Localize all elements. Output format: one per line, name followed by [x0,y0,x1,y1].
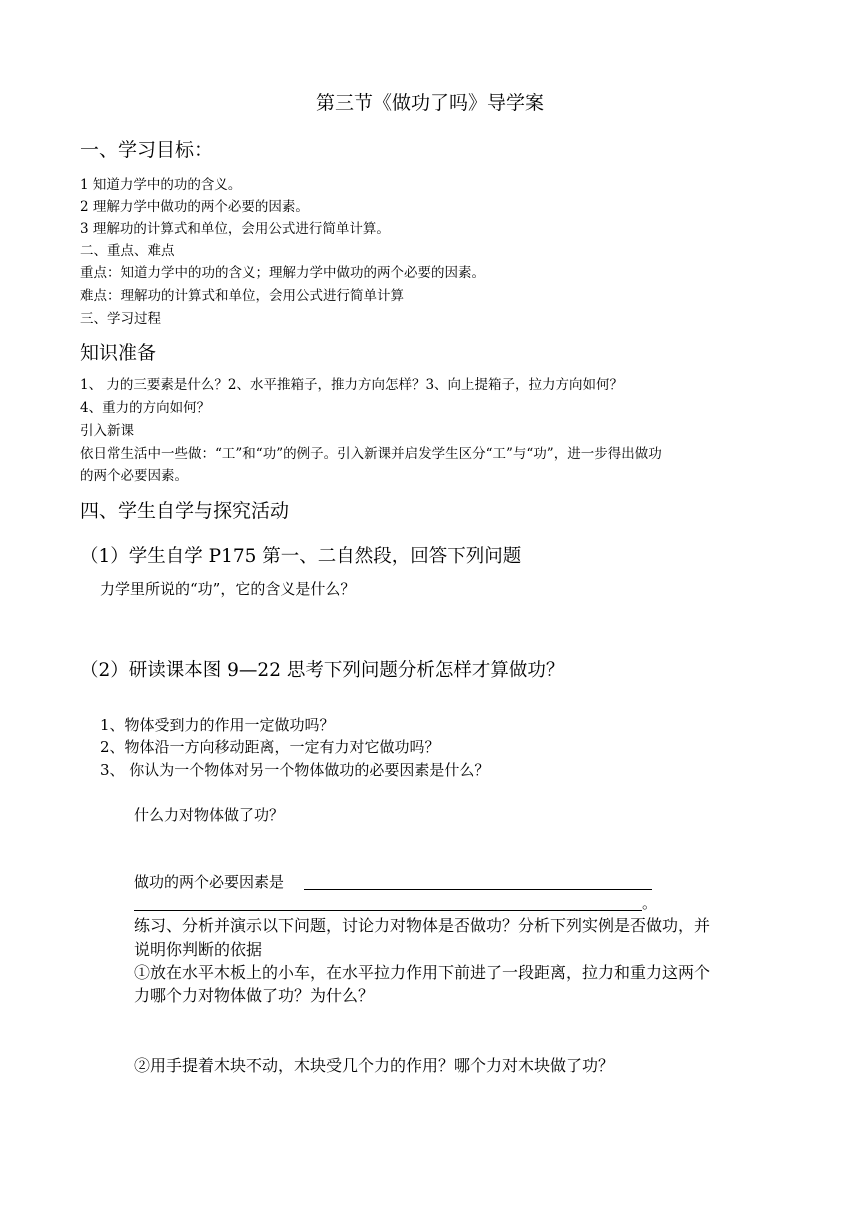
difficulty: 难点：理解功的计算式和单位，会用公式进行简单计算 [80,288,404,304]
section4-heading: 四、学生自学与探究活动 [80,500,290,522]
part2-question-2: 2、物体沿一方向移动距离，一定有力对它做功吗？ [100,738,440,756]
prep-item-2: 4、重力的方向如何？ [80,400,211,416]
example2: ②用手提着木块不动，木块受几个力的作用？哪个力对木块做了功？ [134,1056,615,1075]
page-title: 第三节《做功了吗》导学案 [315,92,544,114]
part1-heading: （1）学生自学 P175 第一、二自然段，回答下列问题 [80,546,522,567]
section3-heading: 三、学习过程 [80,311,161,327]
section2-heading: 二、重点、难点 [80,243,175,259]
part2-question-3: 3、 你认为一个物体对另一个物体做功的必要因素是什么？ [100,761,490,779]
practice-line-1: 练习、分析并演示以下问题，讨论力对物体是否做功？分析下列实例是否做功，并 [134,916,711,935]
example1-line-2: 力哪个力对物体做了功？为什么？ [134,986,375,1005]
objective-3: 3 理解功的计算式和单位，会用公式进行简单计算。 [80,221,390,237]
part1-question: 力学里所说的“功”，它的含义是什么？ [100,580,356,598]
factors-answer-line-1 [304,889,652,890]
factors-answer-line-2 [134,910,642,911]
objective-1: 1 知道力学中的功的含义。 [80,177,242,193]
part2-question-1: 1、物体受到力的作用一定做功吗？ [100,716,335,734]
prep-heading: 知识准备 [80,342,157,364]
factors-end-mark: 。 [642,894,658,912]
part2-heading: （2）研读课本图 9—22 思考下列问题分析怎样才算做功？ [80,660,565,681]
practice-line-2: 说明你判断的依据 [134,940,263,959]
what-force-question: 什么力对物体做了功？ [134,806,285,824]
key-point: 重点：知道力学中的功的含义；理解力学中做功的两个必要的因素。 [80,265,485,281]
objective-2: 2 理解力学中做功的两个必要的因素。 [80,199,309,215]
factors-label: 做功的两个必要因素是 [134,873,285,891]
intro-line-1: 依日常生活中一些做：“工”和“功”的例子。引入新课并启发学生区分“工”与“功”，进一步得出做功 [80,446,662,462]
intro-line-2: 的两个必要因素。 [80,468,188,484]
example1-line-1: ①放在水平木板上的小车，在水平拉力作用下前进了一段距离，拉力和重力这两个 [134,963,711,982]
prep-item-1: 1、 力的三要素是什么？2、水平推箱子，推力方向怎样？3、向上提箱子，拉力方向如何？ [80,377,624,393]
section1-heading: 一、学习目标： [80,139,214,161]
intro-heading: 引入新课 [80,423,134,439]
